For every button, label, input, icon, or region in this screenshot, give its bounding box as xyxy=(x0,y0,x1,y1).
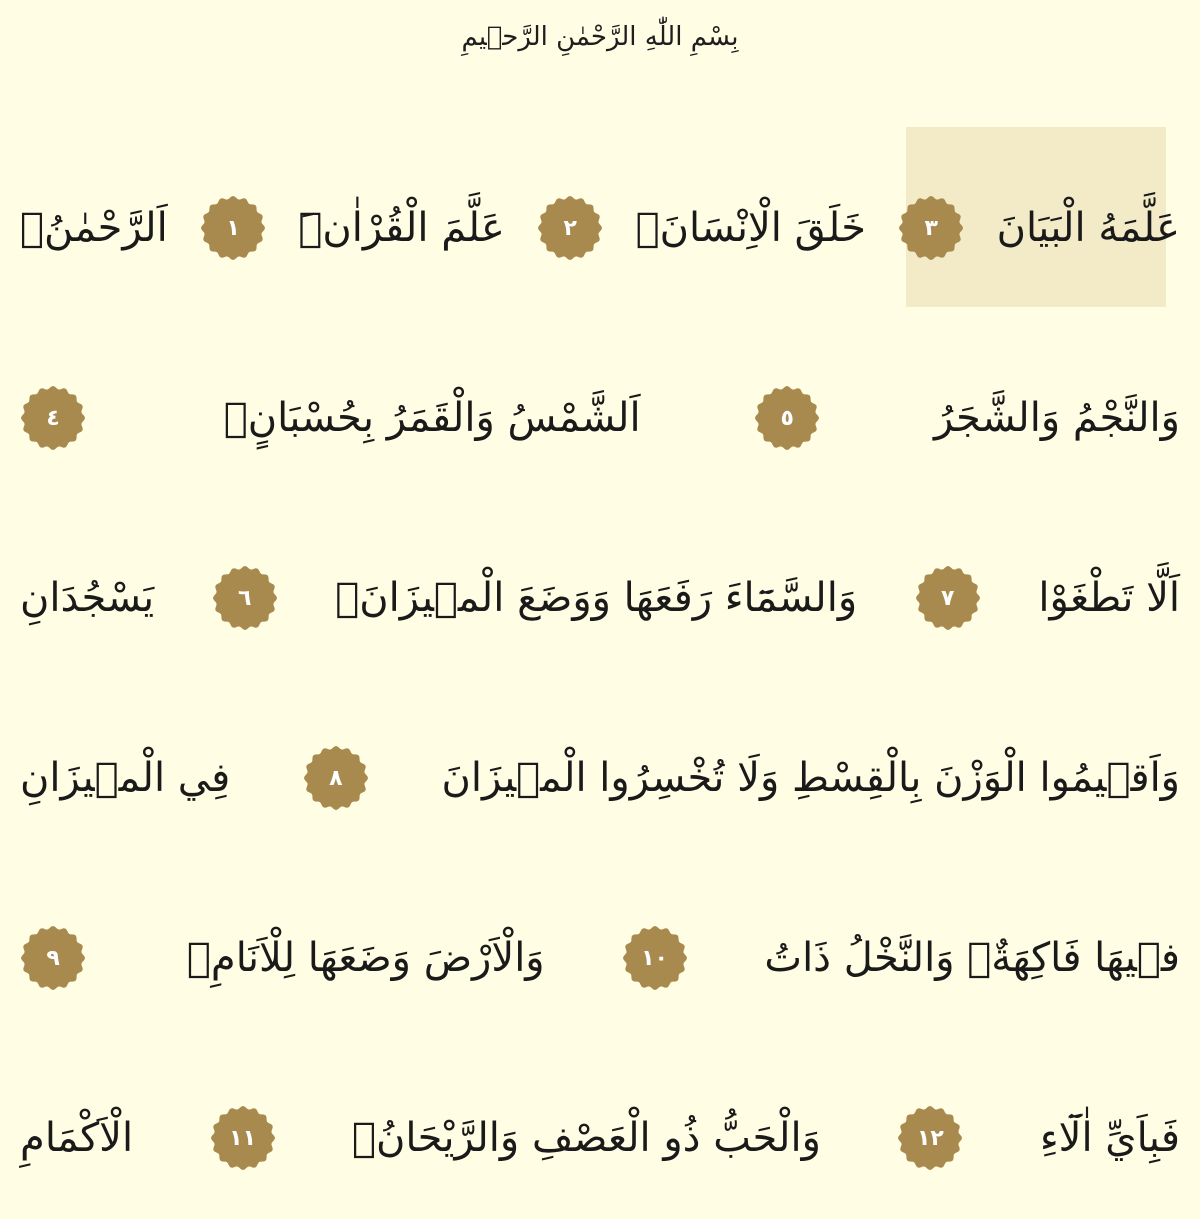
verse-line xyxy=(20,538,1180,658)
ayah-number: ٩ xyxy=(46,945,60,971)
ayah-number: ١ xyxy=(226,215,240,241)
verse-line xyxy=(20,358,1180,478)
basmala: بِسْمِ اللّٰهِ الرَّحْمٰنِ الرَّح۪يمِ xyxy=(461,22,739,52)
verse-text[interactable]: وَالْحَبُّ ذُو الْعَصْفِ وَالرَّيْحَانُۚ xyxy=(352,1115,821,1161)
verse-text[interactable]: وَاَق۪يمُوا الْوَزْنَ بِالْقِسْطِ وَلَا تُخْسِرُوا الْم۪يزَانَ xyxy=(441,755,1180,801)
verse-text[interactable]: فَبِاَيِّ اٰلَٓاءِ xyxy=(1039,1115,1180,1161)
verse-text[interactable]: الْاَكْمَامِ xyxy=(20,1115,134,1161)
verse-text[interactable]: وَالنَّجْمُ وَالشَّجَرُ xyxy=(933,395,1180,441)
ayah-marker-icon[interactable] xyxy=(537,195,603,261)
verse-text[interactable]: اَلَّا تَطْغَوْا xyxy=(1038,575,1180,621)
verse-text[interactable]: اَلشَّمْسُ وَالْقَمَرُ بِحُسْبَانٍۙ xyxy=(223,395,641,441)
ayah-number: ١٠ xyxy=(641,945,668,971)
ayah-marker-icon[interactable] xyxy=(754,385,820,451)
verse-line xyxy=(20,1078,1180,1198)
verse-text[interactable]: خَلَقَ الْاِنْسَانَۙ xyxy=(635,205,866,251)
verse-text[interactable]: وَالْاَرْضَ وَضَعَهَا لِلْاَنَامِۙ xyxy=(186,935,545,981)
ayah-number: ٤ xyxy=(46,405,60,431)
verse-text[interactable]: ف۪يهَا فَاكِهَةٌۙ وَالنَّخْلُ ذَاتُ xyxy=(764,935,1180,981)
ayah-marker-icon[interactable] xyxy=(303,745,369,811)
ayah-number: ٦ xyxy=(238,585,252,611)
ayah-number: ٢ xyxy=(563,215,577,241)
verse-line xyxy=(20,168,1180,288)
verse-text[interactable]: عَلَّمَ الْقُرْاٰنَۜ xyxy=(298,205,505,251)
ayah-marker-icon[interactable] xyxy=(897,1105,963,1171)
verse-line xyxy=(20,898,1180,1018)
verse-line xyxy=(20,718,1180,838)
verse-text[interactable]: عَلَّمَهُ الْبَيَانَ xyxy=(996,205,1180,251)
ayah-number: ٨ xyxy=(329,765,343,791)
ayah-number: ٧ xyxy=(941,585,955,611)
ayah-marker-icon[interactable] xyxy=(622,925,688,991)
verse-text[interactable]: يَسْجُدَانِ xyxy=(20,575,155,621)
ayah-number: ٣ xyxy=(924,215,938,241)
ayah-marker-icon[interactable] xyxy=(20,925,86,991)
verse-text[interactable]: وَالسَّمَٓاءَ رَفَعَهَا وَوَضَعَ الْم۪يزَانَۙ xyxy=(335,575,858,621)
ayah-number: ٥ xyxy=(780,405,794,431)
ayah-marker-icon[interactable] xyxy=(212,565,278,631)
ayah-marker-icon[interactable] xyxy=(20,385,86,451)
ayah-marker-icon[interactable] xyxy=(898,195,964,261)
verse-text[interactable]: اَلرَّحْمٰنُۙ xyxy=(20,205,168,251)
ayah-marker-icon[interactable] xyxy=(200,195,266,261)
ayah-number: ١٢ xyxy=(916,1125,944,1151)
verse-text[interactable]: فِي الْم۪يزَانِ xyxy=(20,755,231,801)
ayah-number: ١١ xyxy=(229,1125,256,1151)
ayah-marker-icon[interactable] xyxy=(210,1105,276,1171)
ayah-marker-icon[interactable] xyxy=(915,565,981,631)
